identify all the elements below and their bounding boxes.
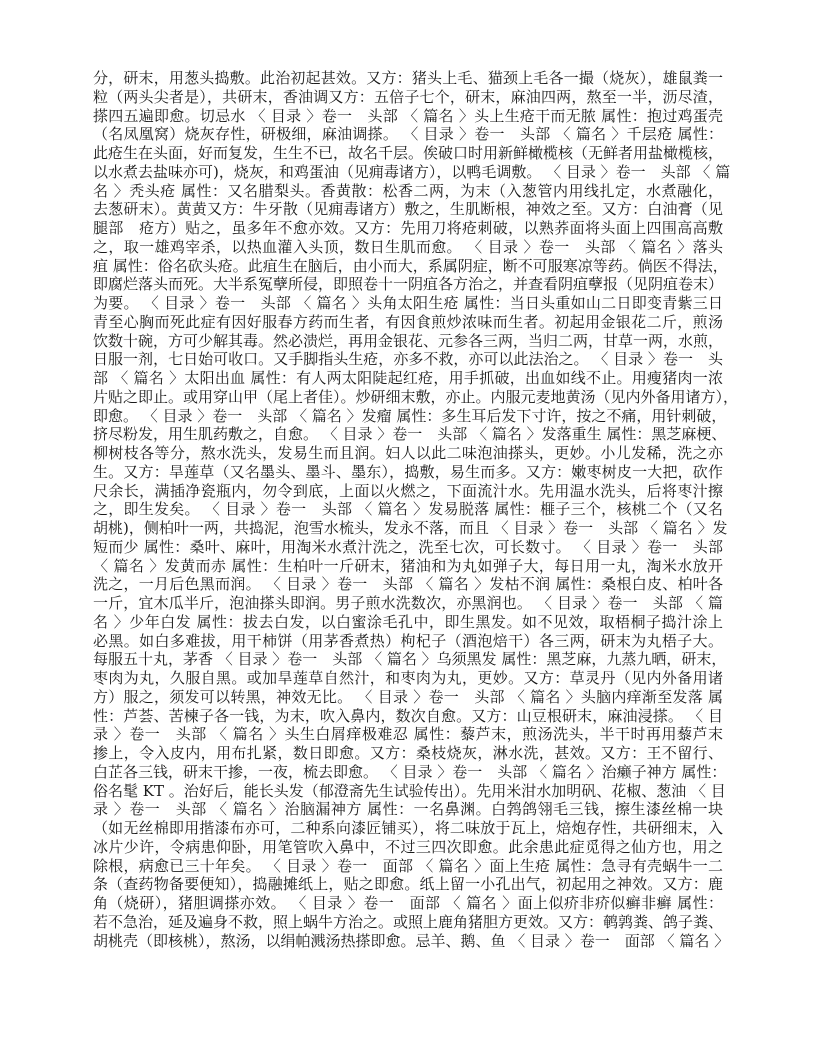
text-line: 搽四五遍即愈。切忌水 〈 目录 〉卷一 头部 〈 篇名 〉头上生疮干而无脓 属性：抱过鸡蛋壳 <box>93 106 723 125</box>
text-line: 柳树枝各等分，熬水洗头，发易生而且润。妇人以此二味泡油搽头，更妙。小儿发稀，洗之亦 <box>93 444 723 462</box>
text-line: 名 〉少年白发 属性：拔去白发，以白蜜涂毛孔中，即生黑发。如不见效，取梧桐子捣汁涂上 <box>93 612 723 631</box>
text-line: 条（查药物备要便知），捣融摊纸上，贴之即愈。纸上留一小孔出气，初起用之神效。又方：鹿 <box>93 875 723 894</box>
text-line: 名 〉秃头疮 属性：又名腊梨头。香黄散：松香二两，为末（入葱管内用线扎定，水煮融化， <box>93 181 723 200</box>
text-line: 为要。 〈 目录 〉卷一 头部 〈 篇名 〉头角太阳生疮 属性：当日头重如山二日即变青紫三日 <box>93 294 723 312</box>
text-line: 性：芦荟、苦楝子各一钱，为末，吹入鼻内，数次自愈。又方：山豆根研末，麻油浸搽。 〈 目 <box>93 706 723 725</box>
text-line: 俗名髦 KT 。治好后，能长头发（郁澄斋先生试验传出）。先用米泔水加明矾、花椒、葱油 〈 目 <box>93 781 726 800</box>
text-line: 除根，病愈已三十年矣。 〈 目录 〉卷一 面部 〈 篇名 〉面上生疮 属性：急寻有壳蜗牛一二 <box>93 856 723 875</box>
text-line: 胡桃壳（即核桃），熬汤，以绢帕溅汤热搽即愈。忌羊、鹅、鱼 〈 目录 〉卷一 面部 〈 篇名 〉 <box>93 931 730 950</box>
text-line: 饮数十碗，方可少解其毒。然必溃烂，再用金银花、元参各三两，当归二两，甘草一两，水煎， <box>93 331 724 350</box>
text-line: （如无丝棉即用揩漆布亦可，二种系向漆匠铺买），将二味放于瓦上，焙炮存性，共研细末，入 <box>93 819 723 837</box>
document-body <box>93 69 739 950</box>
text-line: 青至心胸而死此症有因好服春方药而生者，有因食煎炒浓味而生者。初起用金银花二斤，煎汤 <box>93 312 723 331</box>
text-line: 冰片少许，令病患仰卧，用笔管吹入鼻中，不过三四次即愈。此余患此症觅得之仙方也，用之 <box>93 837 723 856</box>
text-line: 之，取一雄鸡宰杀，以热血灌入头顶，数日生肌而愈。 〈 目录 〉卷一 头部 〈 篇名 〉落头 <box>93 237 723 256</box>
text-line: 一斤，宜木瓜半斤，泡油搽头即润。男子煎水洗数次，亦黑润也。 〈 目录 〉卷一 头部 〈 篇 <box>93 594 723 612</box>
text-line: 分，研末，用葱头捣敷。此治初起甚效。又方：猪头上毛、猫颈上毛各一撮（烧灰），雄鼠粪一 <box>93 69 723 87</box>
text-line: 枣肉为丸，久服自黑。或加旱莲草自然汁，和枣肉为丸，更妙。又方：草灵丹（见内外备用诸 <box>93 669 723 687</box>
text-line: 日服一剂，七日始可收口。又手脚指头生疮，亦多不救，亦可以此法治之。 〈 目录 〉卷一 头 <box>93 350 723 369</box>
text-line: 尺余长，满插净瓷瓶内，勿令到底，上面以火燃之，下面流汁水。先用温水洗头，后将枣汁擦 <box>93 481 723 500</box>
text-line: 以水煮去盐味亦可)，烧灰，和鸡蛋油（见痈毒诸方），以鸭毛调敷。 〈 目录 〉卷一 头部 〈 篇 <box>93 162 731 181</box>
text-line: 〈 篇名 〉发黄而赤 属性：生柏叶一斤研末，猪油和为丸如弹子大，每日用一丸，淘米水放开 <box>93 556 723 575</box>
text-line: 方）服之，须发可以转黑，神效无比。 〈 目录 〉卷一 头部 〈 篇名 〉头脑内痒渐至发落 属 <box>93 687 723 706</box>
text-line: 必黑。如白多难拔，用干柿饼（用茅香煮热）枸杞子（酒泡焙干）各三两，研末为丸梧子大。 <box>93 631 723 650</box>
text-line: 胡桃)，侧柏叶一两，共捣泥，泡雪水梳头，发永不落，而且 〈 目录 〉卷一 头部 〈 篇名 〉发 <box>93 519 728 537</box>
text-line: 短而少 属性：桑叶、麻叶，用淘米水煮汁洗之，洗至七次，可长数寸。 〈 目录 〉卷一 头部 <box>93 537 723 556</box>
text-line: 疽 属性：俗名砍头疮。此疽生在脑后，由小而大，系属阴症，断不可服寒凉等药。倘医不得法， <box>93 256 728 275</box>
text-line: 角（烧研），猪胆调搽亦效。 〈 目录 〉卷一 面部 〈 篇名 〉面上似疥非疥似癣非癣 属性： <box>93 894 723 912</box>
text-line: 挤尽粉发，用生肌药敷之，自愈。 〈 目录 〉卷一 头部 〈 篇名 〉发落重生 属性：黑芝麻梗、 <box>93 425 727 444</box>
text-line: 之，即生发矣。 〈 目录 〉卷一 头部 〈 篇名 〉发易脱落 属性：榧子三个，核桃二个（又名 <box>93 500 723 519</box>
text-line: 掺上，令入皮内，用布扎紧，数日即愈。又方：桑枝烧灰，淋水洗，甚效。又方：王不留行、 <box>93 744 723 762</box>
text-line: 录 〉卷一 头部 〈 篇名 〉头生白屑痒极难忍 属性：藜芦末，煎汤洗头，半干时再用藜芦末 <box>93 725 723 744</box>
text-line: 片贴之即止。或用穿山甲（尾上者佳）。炒研细末敷，亦止。内服元麦地黄汤（见内外备用诸方）， <box>93 387 739 406</box>
text-line: 粒（两头尖者是），共研末，香油调又方：五倍子七个，研末，麻油四两，熬至一半，沥尽渣， <box>93 87 723 106</box>
text-line: 白芷各三钱，研末干掺，一夜，梳去即愈。 〈 目录 〉卷一 头部 〈 篇名 〉治癞子神方 属性： <box>93 762 727 781</box>
text-line: 即愈。 〈 目录 〉卷一 头部 〈 篇名 〉发瘤 属性：多生耳后发下寸许，按之不痛，用针刺破， <box>93 406 727 425</box>
text-line: 腿部 疮方）贴之，虽多年不愈亦效。又方：先用刀将疮刺破，以熟荞面将头面上四围高高敷 <box>93 219 723 237</box>
text-line: 部 〈 篇名 〉太阳出血 属性：有人两太阳陡起红疮，用手抓破，出血如线不止。用瘦猪肉一浓 <box>93 369 723 387</box>
text-line: 此疮生在头面，好而复发，生生不已，故名千层。俟破口时用新鲜橄榄核（无鲜者用盐橄榄核， <box>93 144 724 162</box>
text-line: （名凤凰窝）烧灰存性，研极细，麻油调搽。 〈 目录 〉卷一 头部 〈 篇名 〉千层疮 属性： <box>93 125 723 144</box>
text-line: 即腐烂落头而死。大半系冤孽所侵，即照卷十一阴疽各方治之，并查看阴疽孽报（见阴疽卷末） <box>93 275 724 294</box>
text-line: 生。又方：旱莲草（又名墨头、墨斗、墨东），捣敷，易生而多。又方：嫩枣树皮一大把，砍作 <box>93 462 723 481</box>
text-line: 录 〉卷一 头部 〈 篇名 〉治脑漏神方 属性：一名鼻渊。白鹁鸽翎毛三钱，擦生漆丝棉一块 <box>93 800 723 819</box>
text-line: 若不急治，延及遍身不救，照上蜗牛方治之。或照上鹿角猪胆方更效。又方：鹌鹑粪、鸽子粪、 <box>93 912 724 931</box>
text-line: 去葱研末）。黄黄又方：牛牙散（见痈毒诸方）敷之，生肌断根，神效之至。又方：白油膏（见 <box>93 200 723 219</box>
text-line: 洗之，一月后色黑而润。 〈 目录 〉卷一 头部 〈 篇名 〉发枯不润 属性：桑根白皮、柏叶各 <box>93 575 723 594</box>
text-line: 每服五十丸，茅香 〈 目录 〉卷一 头部 〈 篇名 〉乌须黑发 属性：黑芝麻，九蒸九晒，研末， <box>93 650 727 669</box>
